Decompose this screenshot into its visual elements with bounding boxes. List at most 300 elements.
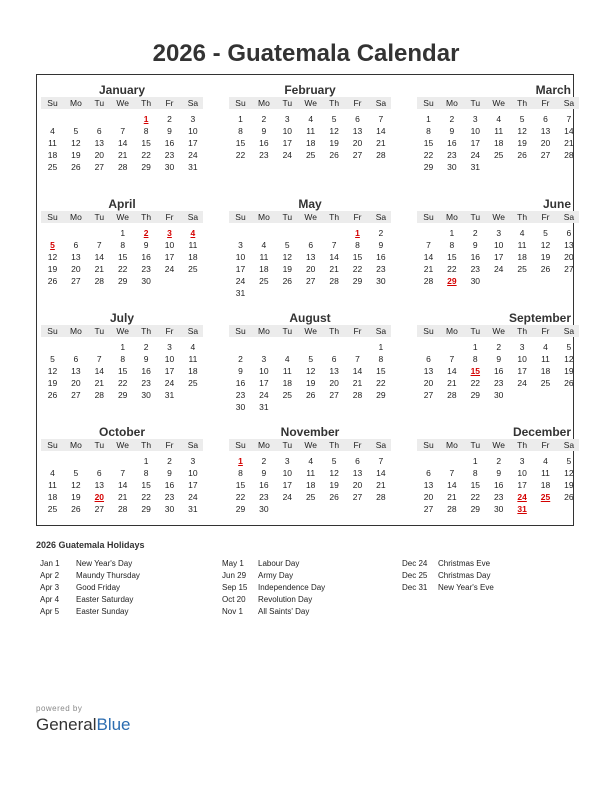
day-cell[interactable]: 1 <box>238 114 243 124</box>
day-cell[interactable]: 3 <box>261 354 267 364</box>
day-cell[interactable]: 14 <box>117 480 128 490</box>
day-cell[interactable]: 24 <box>282 492 293 502</box>
day-cell[interactable]: 13 <box>423 366 434 376</box>
day-cell[interactable]: 29 <box>470 504 481 514</box>
day-cell[interactable]: 19 <box>71 150 81 160</box>
day-cell[interactable]: 26 <box>329 492 339 502</box>
day-cell[interactable]: 8 <box>120 240 126 250</box>
day-cell[interactable]: 19 <box>282 264 293 274</box>
day-cell[interactable]: 29 <box>141 162 151 172</box>
day-cell[interactable]: 15 <box>376 366 386 376</box>
day-cell[interactable]: 5 <box>284 240 290 250</box>
day-cell[interactable]: 3 <box>472 114 478 124</box>
day-cell[interactable]: 27 <box>71 276 81 286</box>
holiday-day-cell[interactable]: 3 <box>167 228 172 238</box>
day-cell[interactable]: 19 <box>564 366 574 376</box>
day-cell[interactable]: 22 <box>235 492 246 502</box>
day-cell[interactable]: 22 <box>376 378 386 388</box>
day-cell[interactable]: 15 <box>141 138 151 148</box>
day-cell[interactable]: 26 <box>564 492 574 502</box>
day-cell[interactable]: 24 <box>282 150 293 160</box>
day-cell[interactable]: 29 <box>235 504 246 514</box>
day-cell[interactable]: 15 <box>117 366 128 376</box>
day-cell[interactable]: 12 <box>564 354 574 364</box>
day-cell[interactable]: 7 <box>566 114 572 124</box>
day-cell[interactable]: 10 <box>282 468 293 478</box>
day-cell[interactable]: 21 <box>376 138 386 148</box>
day-cell[interactable]: 30 <box>235 402 246 412</box>
day-cell[interactable]: 10 <box>282 126 293 136</box>
day-cell[interactable]: 1 <box>143 456 149 466</box>
day-cell[interactable]: 28 <box>117 162 128 172</box>
day-cell[interactable]: 25 <box>282 390 293 400</box>
day-cell[interactable]: 6 <box>96 468 102 478</box>
day-cell[interactable]: 7 <box>449 468 455 478</box>
holiday-day-cell[interactable]: 5 <box>50 240 55 250</box>
day-cell[interactable]: 11 <box>541 354 550 364</box>
day-cell[interactable]: 28 <box>376 150 386 160</box>
day-cell[interactable]: 28 <box>329 276 339 286</box>
day-cell[interactable]: 26 <box>564 378 574 388</box>
day-cell[interactable]: 4 <box>496 114 502 124</box>
day-cell[interactable]: 21 <box>94 378 105 388</box>
day-cell[interactable]: 30 <box>493 390 504 400</box>
day-cell[interactable]: 12 <box>564 468 574 478</box>
day-cell[interactable]: 19 <box>517 138 527 148</box>
day-cell[interactable]: 23 <box>376 264 386 274</box>
day-cell[interactable]: 20 <box>352 138 363 148</box>
day-cell[interactable]: 16 <box>164 480 175 490</box>
day-cell[interactable]: 2 <box>238 354 243 364</box>
day-cell[interactable]: 30 <box>493 504 504 514</box>
day-cell[interactable]: 6 <box>426 468 431 478</box>
day-cell[interactable]: 28 <box>423 276 434 286</box>
day-cell[interactable]: 4 <box>50 468 55 478</box>
holiday-day-cell[interactable]: 1 <box>143 114 149 124</box>
day-cell[interactable]: 1 <box>472 456 478 466</box>
day-cell[interactable]: 24 <box>470 150 481 160</box>
day-cell[interactable]: 16 <box>141 252 151 262</box>
day-cell[interactable]: 11 <box>306 468 316 478</box>
day-cell[interactable]: 17 <box>188 138 198 148</box>
day-cell[interactable]: 25 <box>259 276 269 286</box>
day-cell[interactable]: 9 <box>167 468 172 478</box>
day-cell[interactable]: 10 <box>259 366 269 376</box>
day-cell[interactable]: 12 <box>305 366 316 376</box>
day-cell[interactable]: 19 <box>47 264 58 274</box>
generalblue-logo[interactable] <box>36 715 131 735</box>
day-cell[interactable]: 1 <box>378 342 384 352</box>
holiday-day-cell[interactable]: 31 <box>517 504 527 514</box>
day-cell[interactable]: 16 <box>376 252 386 262</box>
day-cell[interactable]: 7 <box>355 354 360 364</box>
day-cell[interactable]: 16 <box>141 366 151 376</box>
day-cell[interactable]: 6 <box>73 354 79 364</box>
day-cell[interactable]: 22 <box>117 378 128 388</box>
day-cell[interactable]: 7 <box>378 456 384 466</box>
day-cell[interactable]: 26 <box>329 150 339 160</box>
day-cell[interactable]: 21 <box>447 378 457 388</box>
day-cell[interactable]: 12 <box>329 468 339 478</box>
day-cell[interactable]: 9 <box>496 354 502 364</box>
day-cell[interactable]: 17 <box>188 480 198 490</box>
day-cell[interactable]: 3 <box>519 456 525 466</box>
day-cell[interactable]: 26 <box>305 390 316 400</box>
day-cell[interactable]: 27 <box>94 504 105 514</box>
day-cell[interactable]: 9 <box>261 468 267 478</box>
day-cell[interactable]: 14 <box>447 366 457 376</box>
day-cell[interactable]: 11 <box>259 252 269 262</box>
day-cell[interactable]: 9 <box>496 468 502 478</box>
day-cell[interactable]: 7 <box>96 354 102 364</box>
day-cell[interactable]: 15 <box>117 252 128 262</box>
day-cell[interactable]: 21 <box>423 264 434 274</box>
day-cell[interactable]: 29 <box>376 390 386 400</box>
day-cell[interactable]: 20 <box>305 264 316 274</box>
day-cell[interactable]: 23 <box>493 378 504 388</box>
day-cell[interactable]: 8 <box>378 354 384 364</box>
day-cell[interactable]: 13 <box>94 480 105 490</box>
day-cell[interactable]: 5 <box>73 468 79 478</box>
day-cell[interactable]: 18 <box>259 264 269 274</box>
day-cell[interactable]: 31 <box>188 504 198 514</box>
day-cell[interactable]: 17 <box>164 366 175 376</box>
day-cell[interactable]: 24 <box>259 390 269 400</box>
day-cell[interactable]: 15 <box>423 138 434 148</box>
day-cell[interactable]: 27 <box>423 390 434 400</box>
day-cell[interactable]: 12 <box>282 252 293 262</box>
day-cell[interactable]: 4 <box>261 240 267 250</box>
day-cell[interactable]: 31 <box>188 162 198 172</box>
day-cell[interactable]: 25 <box>47 162 58 172</box>
day-cell[interactable]: 2 <box>496 342 502 352</box>
day-cell[interactable]: 4 <box>519 228 525 238</box>
day-cell[interactable]: 5 <box>543 228 548 238</box>
day-cell[interactable]: 9 <box>378 240 384 250</box>
day-cell[interactable]: 13 <box>423 480 434 490</box>
day-cell[interactable]: 2 <box>261 456 267 466</box>
day-cell[interactable]: 1 <box>120 228 126 238</box>
day-cell[interactable]: 19 <box>329 480 339 490</box>
holiday-day-cell[interactable]: 1 <box>355 228 360 238</box>
day-cell[interactable]: 7 <box>120 468 126 478</box>
day-cell[interactable]: 22 <box>235 150 246 160</box>
day-cell[interactable]: 25 <box>188 264 198 274</box>
day-cell[interactable]: 17 <box>164 252 175 262</box>
day-cell[interactable]: 14 <box>94 366 105 376</box>
day-cell[interactable]: 15 <box>352 252 363 262</box>
day-cell[interactable]: 2 <box>143 342 149 352</box>
day-cell[interactable]: 7 <box>378 114 384 124</box>
day-cell[interactable]: 7 <box>426 240 431 250</box>
day-cell[interactable]: 22 <box>141 492 151 502</box>
day-cell[interactable]: 28 <box>447 504 457 514</box>
day-cell[interactable]: 5 <box>519 114 525 124</box>
day-cell[interactable]: 19 <box>540 252 551 262</box>
day-cell[interactable]: 17 <box>517 366 527 376</box>
day-cell[interactable]: 13 <box>71 366 81 376</box>
day-cell[interactable]: 27 <box>352 492 363 502</box>
day-cell[interactable]: 2 <box>167 456 172 466</box>
day-cell[interactable]: 18 <box>540 480 551 490</box>
day-cell[interactable]: 11 <box>188 354 198 364</box>
day-cell[interactable]: 1 <box>472 342 478 352</box>
day-cell[interactable]: 31 <box>235 288 246 298</box>
day-cell[interactable]: 4 <box>308 114 314 124</box>
day-cell[interactable]: 16 <box>493 480 504 490</box>
day-cell[interactable]: 20 <box>94 150 105 160</box>
day-cell[interactable]: 26 <box>282 276 293 286</box>
day-cell[interactable]: 18 <box>47 492 58 502</box>
day-cell[interactable]: 11 <box>282 366 292 376</box>
day-cell[interactable]: 30 <box>164 504 175 514</box>
day-cell[interactable]: 24 <box>188 492 198 502</box>
day-cell[interactable]: 6 <box>543 114 548 124</box>
day-cell[interactable]: 10 <box>164 240 175 250</box>
day-cell[interactable]: 21 <box>352 378 363 388</box>
day-cell[interactable]: 18 <box>47 150 58 160</box>
day-cell[interactable]: 9 <box>261 126 267 136</box>
day-cell[interactable]: 11 <box>494 126 504 136</box>
day-cell[interactable]: 5 <box>331 456 337 466</box>
day-cell[interactable]: 12 <box>540 240 551 250</box>
day-cell[interactable]: 6 <box>355 114 360 124</box>
day-cell[interactable]: 8 <box>472 468 478 478</box>
day-cell[interactable]: 30 <box>164 162 175 172</box>
day-cell[interactable]: 27 <box>305 276 316 286</box>
day-cell[interactable]: 15 <box>235 138 246 148</box>
day-cell[interactable]: 3 <box>519 342 525 352</box>
day-cell[interactable]: 24 <box>493 264 504 274</box>
day-cell[interactable]: 28 <box>94 390 105 400</box>
day-cell[interactable]: 20 <box>329 378 339 388</box>
day-cell[interactable]: 24 <box>188 150 198 160</box>
day-cell[interactable]: 22 <box>141 150 151 160</box>
day-cell[interactable]: 11 <box>517 240 527 250</box>
day-cell[interactable]: 5 <box>50 354 55 364</box>
day-cell[interactable]: 17 <box>517 480 527 490</box>
day-cell[interactable]: 19 <box>47 378 58 388</box>
day-cell[interactable]: 3 <box>190 114 196 124</box>
day-cell[interactable]: 14 <box>352 366 363 376</box>
day-cell[interactable]: 5 <box>566 456 572 466</box>
day-cell[interactable]: 30 <box>447 162 457 172</box>
day-cell[interactable]: 16 <box>164 138 175 148</box>
day-cell[interactable]: 20 <box>423 378 434 388</box>
day-cell[interactable]: 3 <box>190 456 196 466</box>
day-cell[interactable]: 27 <box>329 390 339 400</box>
day-cell[interactable]: 5 <box>73 126 79 136</box>
day-cell[interactable]: 10 <box>188 126 198 136</box>
day-cell[interactable]: 18 <box>493 138 504 148</box>
day-cell[interactable]: 20 <box>352 480 363 490</box>
day-cell[interactable]: 7 <box>120 126 126 136</box>
day-cell[interactable]: 2 <box>449 114 455 124</box>
day-cell[interactable]: 22 <box>470 492 481 502</box>
day-cell[interactable]: 28 <box>352 390 363 400</box>
day-cell[interactable]: 23 <box>259 492 269 502</box>
day-cell[interactable]: 8 <box>355 240 360 250</box>
day-cell[interactable]: 12 <box>71 138 81 148</box>
day-cell[interactable]: 30 <box>259 504 269 514</box>
day-cell[interactable]: 29 <box>470 390 481 400</box>
day-cell[interactable]: 23 <box>259 150 269 160</box>
day-cell[interactable]: 26 <box>517 150 527 160</box>
day-cell[interactable]: 20 <box>423 492 434 502</box>
day-cell[interactable]: 14 <box>376 468 386 478</box>
day-cell[interactable]: 3 <box>284 456 290 466</box>
day-cell[interactable]: 20 <box>71 264 81 274</box>
holiday-day-cell[interactable]: 1 <box>238 456 243 466</box>
day-cell[interactable]: 24 <box>164 264 175 274</box>
day-cell[interactable]: 29 <box>352 276 363 286</box>
day-cell[interactable]: 6 <box>73 240 79 250</box>
holiday-day-cell[interactable]: 4 <box>190 228 196 238</box>
day-cell[interactable]: 3 <box>238 240 243 250</box>
holiday-day-cell[interactable]: 25 <box>540 492 551 502</box>
holiday-day-cell[interactable]: 24 <box>517 492 527 502</box>
day-cell[interactable]: 25 <box>493 150 504 160</box>
day-cell[interactable]: 17 <box>259 378 269 388</box>
day-cell[interactable]: 21 <box>329 264 339 274</box>
day-cell[interactable]: 25 <box>188 378 198 388</box>
day-cell[interactable]: 1 <box>120 342 126 352</box>
day-cell[interactable]: 17 <box>470 138 481 148</box>
day-cell[interactable]: 14 <box>329 252 339 262</box>
day-cell[interactable]: 4 <box>543 456 548 466</box>
day-cell[interactable]: 15 <box>447 252 457 262</box>
day-cell[interactable]: 14 <box>376 126 386 136</box>
day-cell[interactable]: 6 <box>355 456 360 466</box>
day-cell[interactable]: 21 <box>376 480 386 490</box>
day-cell[interactable]: 7 <box>449 354 455 364</box>
day-cell[interactable]: 7 <box>331 240 337 250</box>
day-cell[interactable]: 10 <box>164 354 175 364</box>
day-cell[interactable]: 23 <box>235 390 246 400</box>
day-cell[interactable]: 17 <box>493 252 504 262</box>
day-cell[interactable]: 16 <box>470 252 481 262</box>
day-cell[interactable]: 26 <box>540 264 551 274</box>
day-cell[interactable]: 4 <box>308 456 314 466</box>
day-cell[interactable]: 13 <box>329 366 339 376</box>
day-cell[interactable]: 28 <box>117 504 128 514</box>
day-cell[interactable]: 12 <box>329 126 339 136</box>
day-cell[interactable]: 22 <box>470 378 481 388</box>
day-cell[interactable]: 17 <box>282 138 293 148</box>
day-cell[interactable]: 25 <box>517 264 527 274</box>
day-cell[interactable]: 27 <box>71 390 81 400</box>
day-cell[interactable]: 23 <box>164 492 175 502</box>
day-cell[interactable]: 14 <box>117 138 128 148</box>
day-cell[interactable]: 29 <box>423 162 434 172</box>
day-cell[interactable]: 8 <box>238 126 243 136</box>
holiday-day-cell[interactable]: 2 <box>143 228 149 238</box>
day-cell[interactable]: 14 <box>94 252 105 262</box>
day-cell[interactable]: 26 <box>71 162 81 172</box>
day-cell[interactable]: 16 <box>235 378 246 388</box>
holiday-day-cell[interactable]: 29 <box>447 276 457 286</box>
day-cell[interactable]: 24 <box>164 378 175 388</box>
day-cell[interactable]: 23 <box>141 264 151 274</box>
day-cell[interactable]: 12 <box>71 480 81 490</box>
day-cell[interactable]: 26 <box>71 504 81 514</box>
day-cell[interactable]: 27 <box>564 264 574 274</box>
day-cell[interactable]: 4 <box>50 126 55 136</box>
day-cell[interactable]: 19 <box>564 480 574 490</box>
day-cell[interactable]: 5 <box>308 354 314 364</box>
day-cell[interactable]: 29 <box>141 504 151 514</box>
day-cell[interactable]: 6 <box>566 228 572 238</box>
day-cell[interactable]: 11 <box>541 468 550 478</box>
day-cell[interactable]: 4 <box>284 354 290 364</box>
day-cell[interactable]: 23 <box>141 378 151 388</box>
day-cell[interactable]: 27 <box>94 162 105 172</box>
day-cell[interactable]: 2 <box>261 114 267 124</box>
day-cell[interactable]: 4 <box>543 342 548 352</box>
day-cell[interactable]: 22 <box>352 264 363 274</box>
day-cell[interactable]: 8 <box>472 354 478 364</box>
day-cell[interactable]: 10 <box>493 240 504 250</box>
day-cell[interactable]: 24 <box>517 378 527 388</box>
day-cell[interactable]: 4 <box>190 342 196 352</box>
day-cell[interactable]: 13 <box>71 252 81 262</box>
day-cell[interactable]: 26 <box>47 276 58 286</box>
day-cell[interactable]: 18 <box>540 366 551 376</box>
day-cell[interactable]: 9 <box>143 240 149 250</box>
day-cell[interactable]: 18 <box>188 366 198 376</box>
day-cell[interactable]: 11 <box>48 480 57 490</box>
day-cell[interactable]: 9 <box>238 366 243 376</box>
day-cell[interactable]: 8 <box>143 468 149 478</box>
day-cell[interactable]: 23 <box>164 150 175 160</box>
day-cell[interactable]: 21 <box>117 150 128 160</box>
day-cell[interactable]: 19 <box>305 378 316 388</box>
day-cell[interactable]: 16 <box>447 138 457 148</box>
day-cell[interactable]: 28 <box>94 276 105 286</box>
day-cell[interactable]: 13 <box>540 126 551 136</box>
day-cell[interactable]: 2 <box>496 456 502 466</box>
day-cell[interactable]: 9 <box>449 126 455 136</box>
day-cell[interactable]: 13 <box>352 468 363 478</box>
day-cell[interactable]: 12 <box>517 126 527 136</box>
day-cell[interactable]: 13 <box>305 252 316 262</box>
day-cell[interactable]: 15 <box>141 480 151 490</box>
day-cell[interactable]: 26 <box>47 390 58 400</box>
day-cell[interactable]: 8 <box>143 126 149 136</box>
day-cell[interactable]: 20 <box>540 138 551 148</box>
day-cell[interactable]: 28 <box>376 492 386 502</box>
day-cell[interactable]: 18 <box>517 252 527 262</box>
day-cell[interactable]: 8 <box>120 354 126 364</box>
day-cell[interactable]: 6 <box>426 354 431 364</box>
day-cell[interactable]: 8 <box>238 468 243 478</box>
day-cell[interactable]: 16 <box>493 366 504 376</box>
day-cell[interactable]: 25 <box>305 150 316 160</box>
day-cell[interactable]: 19 <box>329 138 339 148</box>
day-cell[interactable]: 18 <box>305 480 316 490</box>
day-cell[interactable]: 9 <box>472 240 478 250</box>
day-cell[interactable]: 29 <box>117 276 128 286</box>
day-cell[interactable]: 10 <box>188 468 198 478</box>
day-cell[interactable]: 6 <box>331 354 337 364</box>
day-cell[interactable]: 18 <box>305 138 316 148</box>
day-cell[interactable]: 13 <box>352 126 363 136</box>
day-cell[interactable]: 3 <box>167 342 172 352</box>
day-cell[interactable]: 15 <box>235 480 246 490</box>
day-cell[interactable]: 21 <box>447 492 457 502</box>
day-cell[interactable]: 20 <box>71 378 81 388</box>
day-cell[interactable]: 30 <box>470 276 481 286</box>
